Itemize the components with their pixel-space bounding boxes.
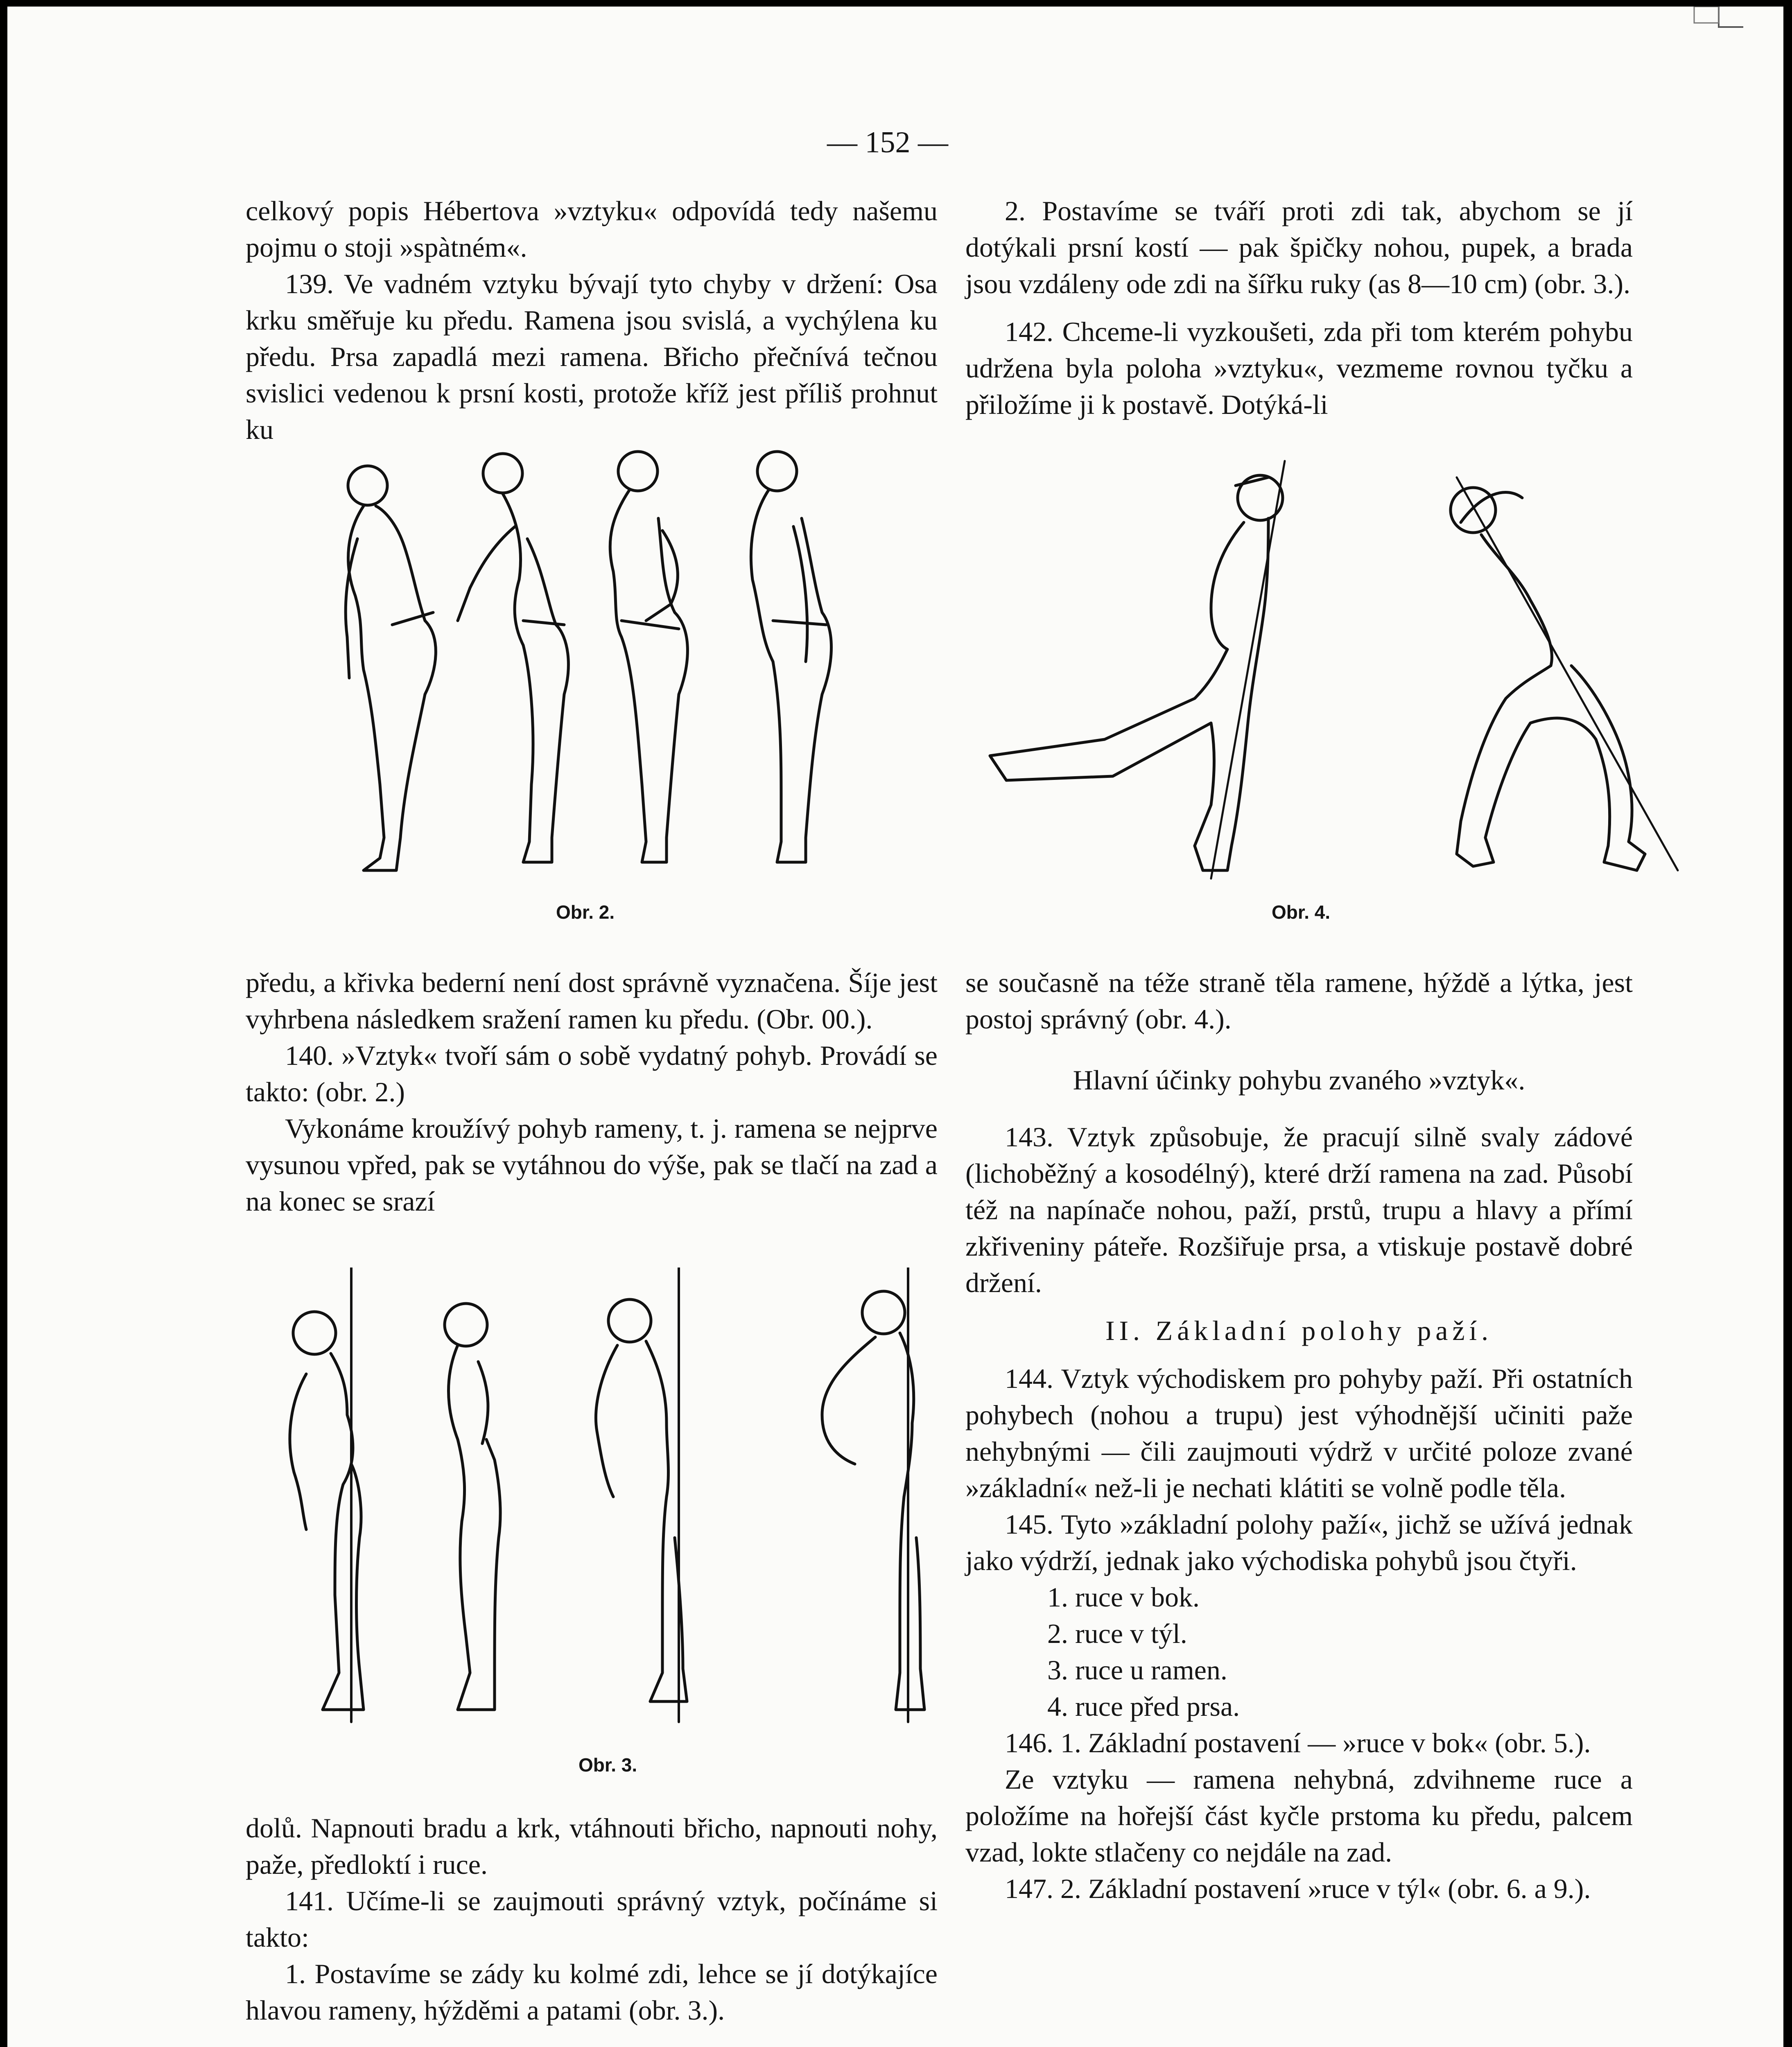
paragraph-140: 140. »Vztyk« tvoří sám o sobě vydatný pohyb. Provádí se takto: (obr. 2.)	[246, 1040, 938, 1107]
list-item: 3. ruce u ramen.	[1047, 1654, 1227, 1685]
paragraph-hebert: celkový popis Hébertova »vztyku« odpovídá tedy našemu pojmu o stoji »spàtném«.	[246, 195, 938, 263]
heading-arm-positions: II. Základní polohy paží.	[1105, 1315, 1493, 1346]
figure-2-illustration	[319, 449, 924, 887]
paragraph-141: 141. Učíme-li se zaujmouti správný vztyk, počínáme si takto:	[246, 1885, 938, 1953]
figure-3-man-3	[596, 1268, 687, 1722]
paragraph-143: 143. Vztyk způsobuje, že pracují silně svaly zádové (lichoběžný a kosodélný), které drží ramena na zad. Působí též na napínače nohou, paží, prstů, trupu a hlavy a přímí zkřiveniny páteře. Rozšiřuje prsa, a vtiskuje postavě dobré držení.	[965, 1121, 1633, 1298]
paragraph-139: 139. Ve vadném vztyku bývají tyto chyby v držení: Osa krku směřuje ku předu. Ramena jsou svislá, a vychýlena ku předu. Prsa zapadlá mezi ramena. Břicho přečnívá tečnou svislici vedenou k prsní kosti, protože kříž jest příliš prohnut ku	[246, 268, 938, 445]
figure-3-illustration	[261, 1268, 941, 1738]
figure-2-man-3	[610, 452, 687, 862]
list-item: 4. ruce před prsa.	[1047, 1691, 1240, 1722]
figure-4-illustration	[982, 453, 1719, 895]
paragraph-139-cont: předu, a křivka bederní není dost správně vyznačena. Šíje jest vyhrbena následkem sražení ramen ku předu. (Obr. 00.).	[246, 967, 938, 1035]
left-column-bottom	[246, 1810, 938, 2029]
left-column-middle	[246, 965, 938, 1220]
paragraph-142: 142. Chceme-li vyzkoušeti, zda při tom kterém pohybu udržena byla poloha »vztyku«, vezmeme rovnou tyčku a přiložíme ji k postavě. Dotýká-li	[965, 316, 1633, 420]
page-number: — 152 —	[827, 126, 948, 159]
paragraph-146: 146. 1. Základní postavení — »ruce v bok« (obr. 5.).	[1005, 1727, 1591, 1758]
figure-3-man-4	[822, 1268, 924, 1722]
right-column-top	[965, 193, 1633, 423]
figure-2-man-2	[458, 454, 568, 862]
left-column-top	[246, 193, 938, 448]
heading-effects: Hlavní účinky pohybu zvaného »vztyk«.	[1073, 1064, 1525, 1096]
paragraph-145: 145. Tyto »základní polohy paží«, jichž se užívá jednak jako výdrží, jednak jako východiska pohybů jsou čtyři.	[965, 1509, 1633, 1576]
paragraph-144: 144. Vztyk východiskem pro pohyby paží. Při ostatních pohybech (nohou a trupu) jest výhodnější učiniti paže nehybnými — čili zaujmouti výdrž v určité poloze zvané »základní« než-li je nechati klátiti se volně podle těla.	[965, 1363, 1633, 1503]
paragraph-146-b: Ze vztyku — ramena nehybná, zdvihneme ruce a položíme na hořejší část kyčle prstoma ku předu, palcem vzad, lokte stlačeny co nejdále na zad.	[965, 1764, 1633, 1868]
figure-4-man-1	[990, 461, 1285, 879]
right-column-middle	[965, 965, 1633, 1907]
figure-4-caption: Obr. 4.	[1272, 901, 1331, 923]
figure-2-man-4	[751, 452, 831, 862]
figure-3-caption: Obr. 3.	[579, 1754, 637, 1776]
paragraph-142-cont: se současně na téže straně těla ramene, hýždě a lýtka, jest postoj správný (obr. 4.).	[965, 967, 1633, 1035]
figure-3-man-1	[290, 1268, 364, 1722]
paragraph-140-b: Vykonáme kroužívý pohyb rameny, t. j. ramena se nejprve vysunou vpřed, pak se vytáhnou do výše, pak se tlačí na zad a na konec se srazí	[246, 1113, 938, 1217]
figure-2-caption: Obr. 2.	[556, 901, 615, 923]
list-item: 2. ruce v týl.	[1047, 1618, 1187, 1649]
paragraph-141-2: 2. Postavíme se tváří proti zdi tak, abychom se jí dotýkali prsní kostí — pak špičky nohou, pupek, a brada jsou vzdáleny ode zdi na šířku ruky (as 8—10 cm) (obr. 3.).	[965, 195, 1633, 299]
list-item: 1. ruce v bok.	[1047, 1582, 1200, 1613]
figure-2-man-1	[346, 466, 436, 870]
book-page	[7, 7, 1783, 2047]
figure-4-man-2	[1451, 477, 1678, 870]
figure-3-man-2	[445, 1304, 500, 1710]
paragraph-140-cont: dolů. Napnouti bradu a krk, vtáhnouti břicho, napnouti nohy, paže, předloktí i ruce.	[246, 1812, 938, 1880]
paragraph-141-1: 1. Postavíme se zády ku kolmé zdi, lehce se jí dotýkajíce hlavou rameny, hýžděmi a patami (obr. 3.).	[246, 1958, 938, 2026]
paragraph-147: 147. 2. Základní postavení »ruce v týl« (obr. 6. a 9.).	[1005, 1873, 1591, 1904]
